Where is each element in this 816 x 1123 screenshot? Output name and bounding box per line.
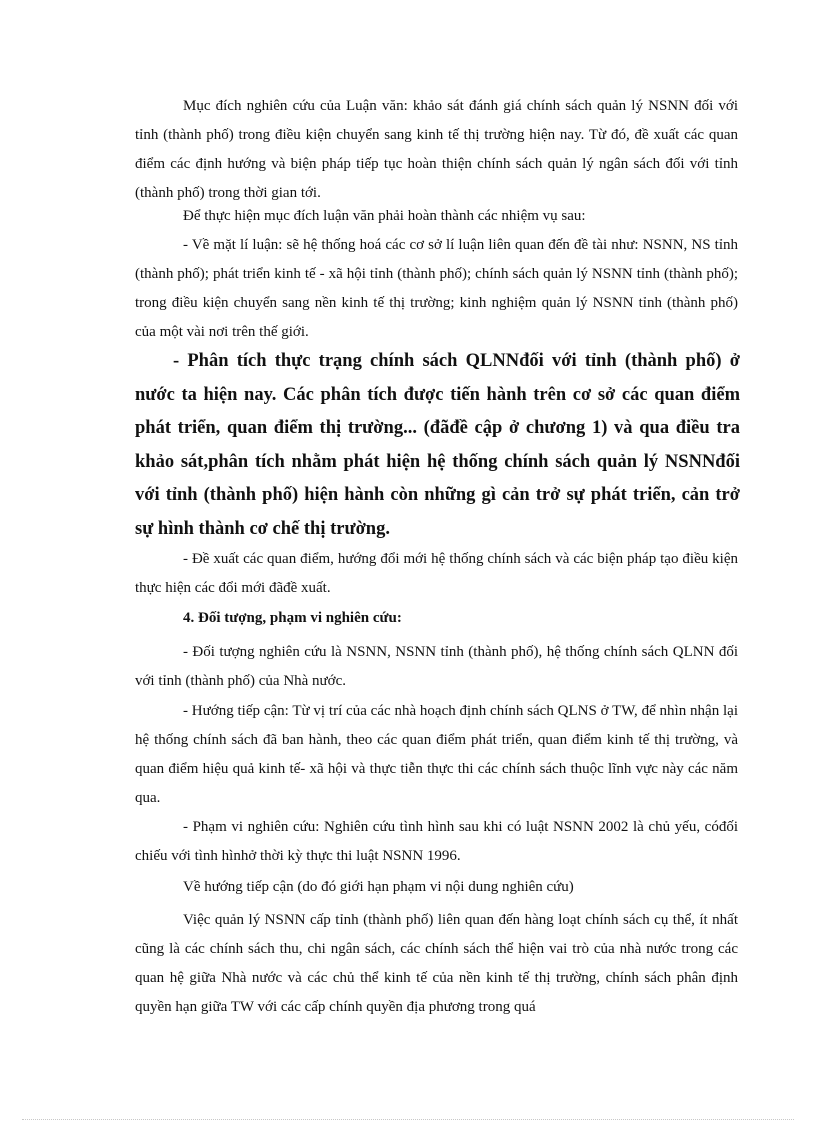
paragraph-tasks-intro: Để thực hiện mục đích luận văn phải hoàn thành các nhiệm vụ sau: xyxy=(183,208,586,224)
page-bottom-divider xyxy=(22,1119,794,1120)
paragraph-purpose: Mục đích nghiên cứu của Luận văn: khảo sát đánh giá chính sách quản lý NSNN đối với tỉnh (thành phố) trong điều kiện chuyển sang kinh tế thị trường hiện nay. Từ đó, đề xuất các quan điểm các định hướng và biện pháp tiếp tục hoàn thiện chính sách quản lý ngân sách đối với tỉnh (thành phố) trong thời gian tới. xyxy=(135,98,738,201)
paragraph-object: - Đối tượng nghiên cứu là NSNN, NSNN tỉnh (thành phố), hệ thống chính sách QLNN đối với tỉnh (thành phố) của Nhà nước. xyxy=(135,644,738,689)
paragraph-scope: - Phạm vi nghiên cứu: Nghiên cứu tình hình sau khi có luật NSNN 2002 là chủ yếu, cóđối chiếu với tình hìnhở thời kỳ thực thi luật NSNN 1996. xyxy=(135,819,738,864)
paragraph-task-proposal: - Đề xuất các quan điểm, hướng đổi mới hệ thống chính sách và các biện pháp tạo điều kiện thực hiện các đổi mới đãđề xuất. xyxy=(135,551,738,596)
paragraph-management: Việc quản lý NSNN cấp tỉnh (thành phố) liên quan đến hàng loạt chính sách cụ thể, ít nhất cũng là các chính sách thu, chi ngân sách, các chính sách thể hiện vai trò của nhà nước trong các quan hệ giữa Nhà nước và các chủ thể kinh tế của nền kinh tế thị trường, chính sách phân định quyền hạn giữa TW với các cấp chính quyền địa phương trong quá xyxy=(135,912,738,1015)
paragraph-approach: - Hướng tiếp cận: Từ vị trí của các nhà hoạch định chính sách QLNS ở TW, để nhìn nhận lại hệ thống chính sách đã ban hành, theo các quan điểm phát triển, quan điểm kinh tế thị trường, và quan điểm hiệu quả kinh tế- xã hội và thực tiễn thực thi các chính sách thuộc lĩnh vực này các năm qua. xyxy=(135,703,738,806)
section-heading: 4. Đối tượng, phạm vi nghiên cứu: xyxy=(183,610,402,626)
paragraph-task-analysis: - Phân tích thực trạng chính sách QLNNđối với tỉnh (thành phố) ở nước ta hiện nay. Các phân tích được tiến hành trên cơ sở các quan điểm phát triển, quan điểm thị trường... (đãđề cập ở chương 1) và qua điều tra khảo sát,phân tích nhằm phát hiện hệ thống chính sách quản lý NSNNđối với tỉnh (thành phố) hiện hành còn những gì cản trở sự phát triển, cản trở sự hình thành cơ chế thị trường. xyxy=(135,351,740,539)
paragraph-task-theory: - Về mặt lí luận: sẽ hệ thống hoá các cơ sở lí luận liên quan đến đề tài như: NSNN, NS tỉnh (thành phố); phát triển kinh tế - xã hội tỉnh (thành phố); chính sách quản lý NSNN tỉnh (thành phố); trong điều kiện chuyển sang nền kinh tế thị trường; kinh nghiệm quản lý NSNN tỉnh (thành phố) của một vài nơi trên thế giới. xyxy=(135,237,738,340)
paragraph-approach-note: Về hướng tiếp cận (do đó giới hạn phạm vi nội dung nghiên cứu) xyxy=(183,879,574,895)
